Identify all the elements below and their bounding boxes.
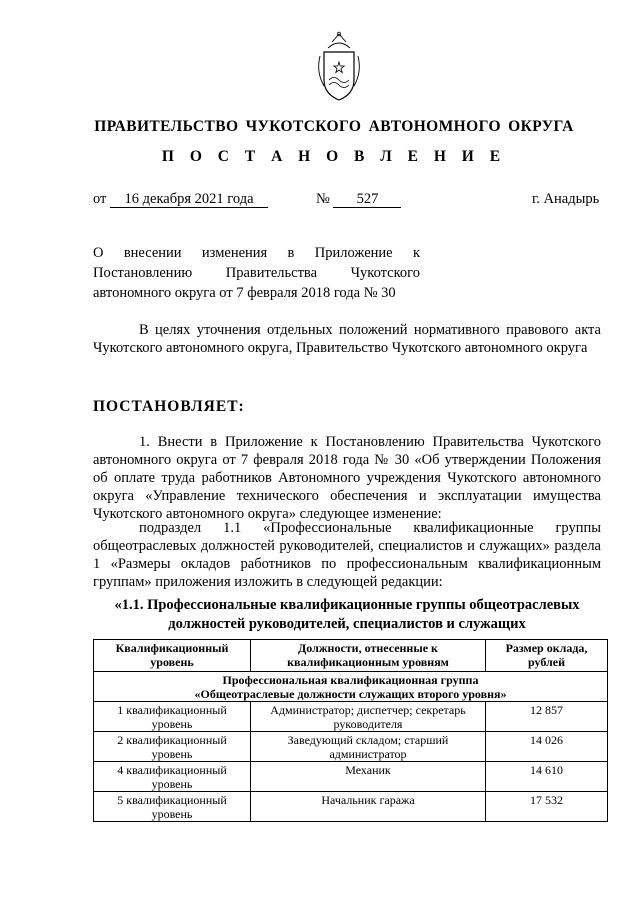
intro-paragraph	[93, 321, 601, 357]
header-level: Квалификационный уровень	[94, 640, 251, 672]
cell-positions: Механик	[251, 762, 486, 792]
table-group-row	[94, 672, 608, 702]
subject-line: О внесении изменения в Приложение к	[93, 245, 420, 261]
group-title-line: Профессиональная квалификационная группа	[222, 673, 479, 687]
table-title-line: «1.1. Профессиональные квалификационные группы общеотраслевых	[114, 597, 580, 613]
salary-table	[93, 639, 608, 822]
number-label: №	[316, 191, 330, 207]
table-title-line: должностей руководителей, специалистов и служащих	[168, 616, 526, 632]
item-2-paragraph	[93, 519, 601, 591]
date-line	[93, 191, 268, 208]
from-label: от	[93, 191, 107, 207]
subject-line: Постановлению Правительства Чукотского	[93, 265, 420, 281]
document-city: г. Анадырь	[532, 191, 600, 207]
header-salary: Размер оклада, рублей	[486, 640, 608, 672]
group-title	[94, 672, 608, 702]
document-type: П О С Т А Н О В Л Е Н И Е	[161, 148, 507, 165]
table-row	[94, 732, 608, 762]
table-row	[94, 702, 608, 732]
table-row	[94, 792, 608, 822]
document-date: 16 декабря 2021 года	[110, 192, 268, 208]
item-1-paragraph	[93, 433, 601, 523]
cell-level: 2 квалификационный уровень	[94, 732, 251, 762]
header-positions: Должности, отнесенные к квалификационным уровням	[251, 640, 486, 672]
table-title	[93, 596, 601, 634]
government-title: ПРАВИТЕЛЬСТВО ЧУКОТСКОГО АВТОНОМНОГО ОКРУГА	[94, 118, 574, 135]
cell-level: 5 квалификационный уровень	[94, 792, 251, 822]
document-subject	[93, 243, 420, 303]
coat-of-arms-emblem	[314, 28, 364, 106]
cell-level: 4 квалификационный уровень	[94, 762, 251, 792]
number-line	[316, 191, 401, 208]
cell-salary: 17 532	[486, 792, 608, 822]
resolves-heading: ПОСТАНОВЛЯЕТ:	[93, 398, 245, 415]
table-row	[94, 762, 608, 792]
document-number: 527	[333, 192, 401, 208]
cell-positions: Заведующий складом; старший администратор	[251, 732, 486, 762]
subject-line: автономного округа от 7 февраля 2018 года № 30	[93, 285, 396, 301]
cell-level: 1 квалификационный уровень	[94, 702, 251, 732]
cell-positions: Начальник гаража	[251, 792, 486, 822]
item-1-text: 1. Внести в Приложение к Постановлению Правительства Чукотского автономного округа от 7 февраля 2018 года № 30 «Об утверждении Положения об оплате труда работников Автономного учреждения Чукотского автономного округа «Управление технического обеспечения и эксплуатации имущества Чукотского автономного округа» следующее изменение:	[93, 434, 601, 522]
cell-salary: 12 857	[486, 702, 608, 732]
cell-positions: Администратор; диспетчер; секретарь руководителя	[251, 702, 486, 732]
group-title-line: «Общеотраслевые должности служащих второго уровня»	[194, 687, 507, 701]
table-header-row	[94, 640, 608, 672]
cell-salary: 14 026	[486, 732, 608, 762]
item-2-text: подраздел 1.1 «Профессиональные квалификационные группы общеотраслевых должностей руководителей, специалистов и служащих» раздела 1 «Размеры окладов работников по профессиональным квалификационным группам» приложения изложить в следующей редакции:	[93, 520, 601, 590]
cell-salary: 14 610	[486, 762, 608, 792]
intro-text: В целях уточнения отдельных положений нормативного правового акта Чукотского автономного округа, Правительство Чукотского автономного округа	[93, 322, 601, 356]
